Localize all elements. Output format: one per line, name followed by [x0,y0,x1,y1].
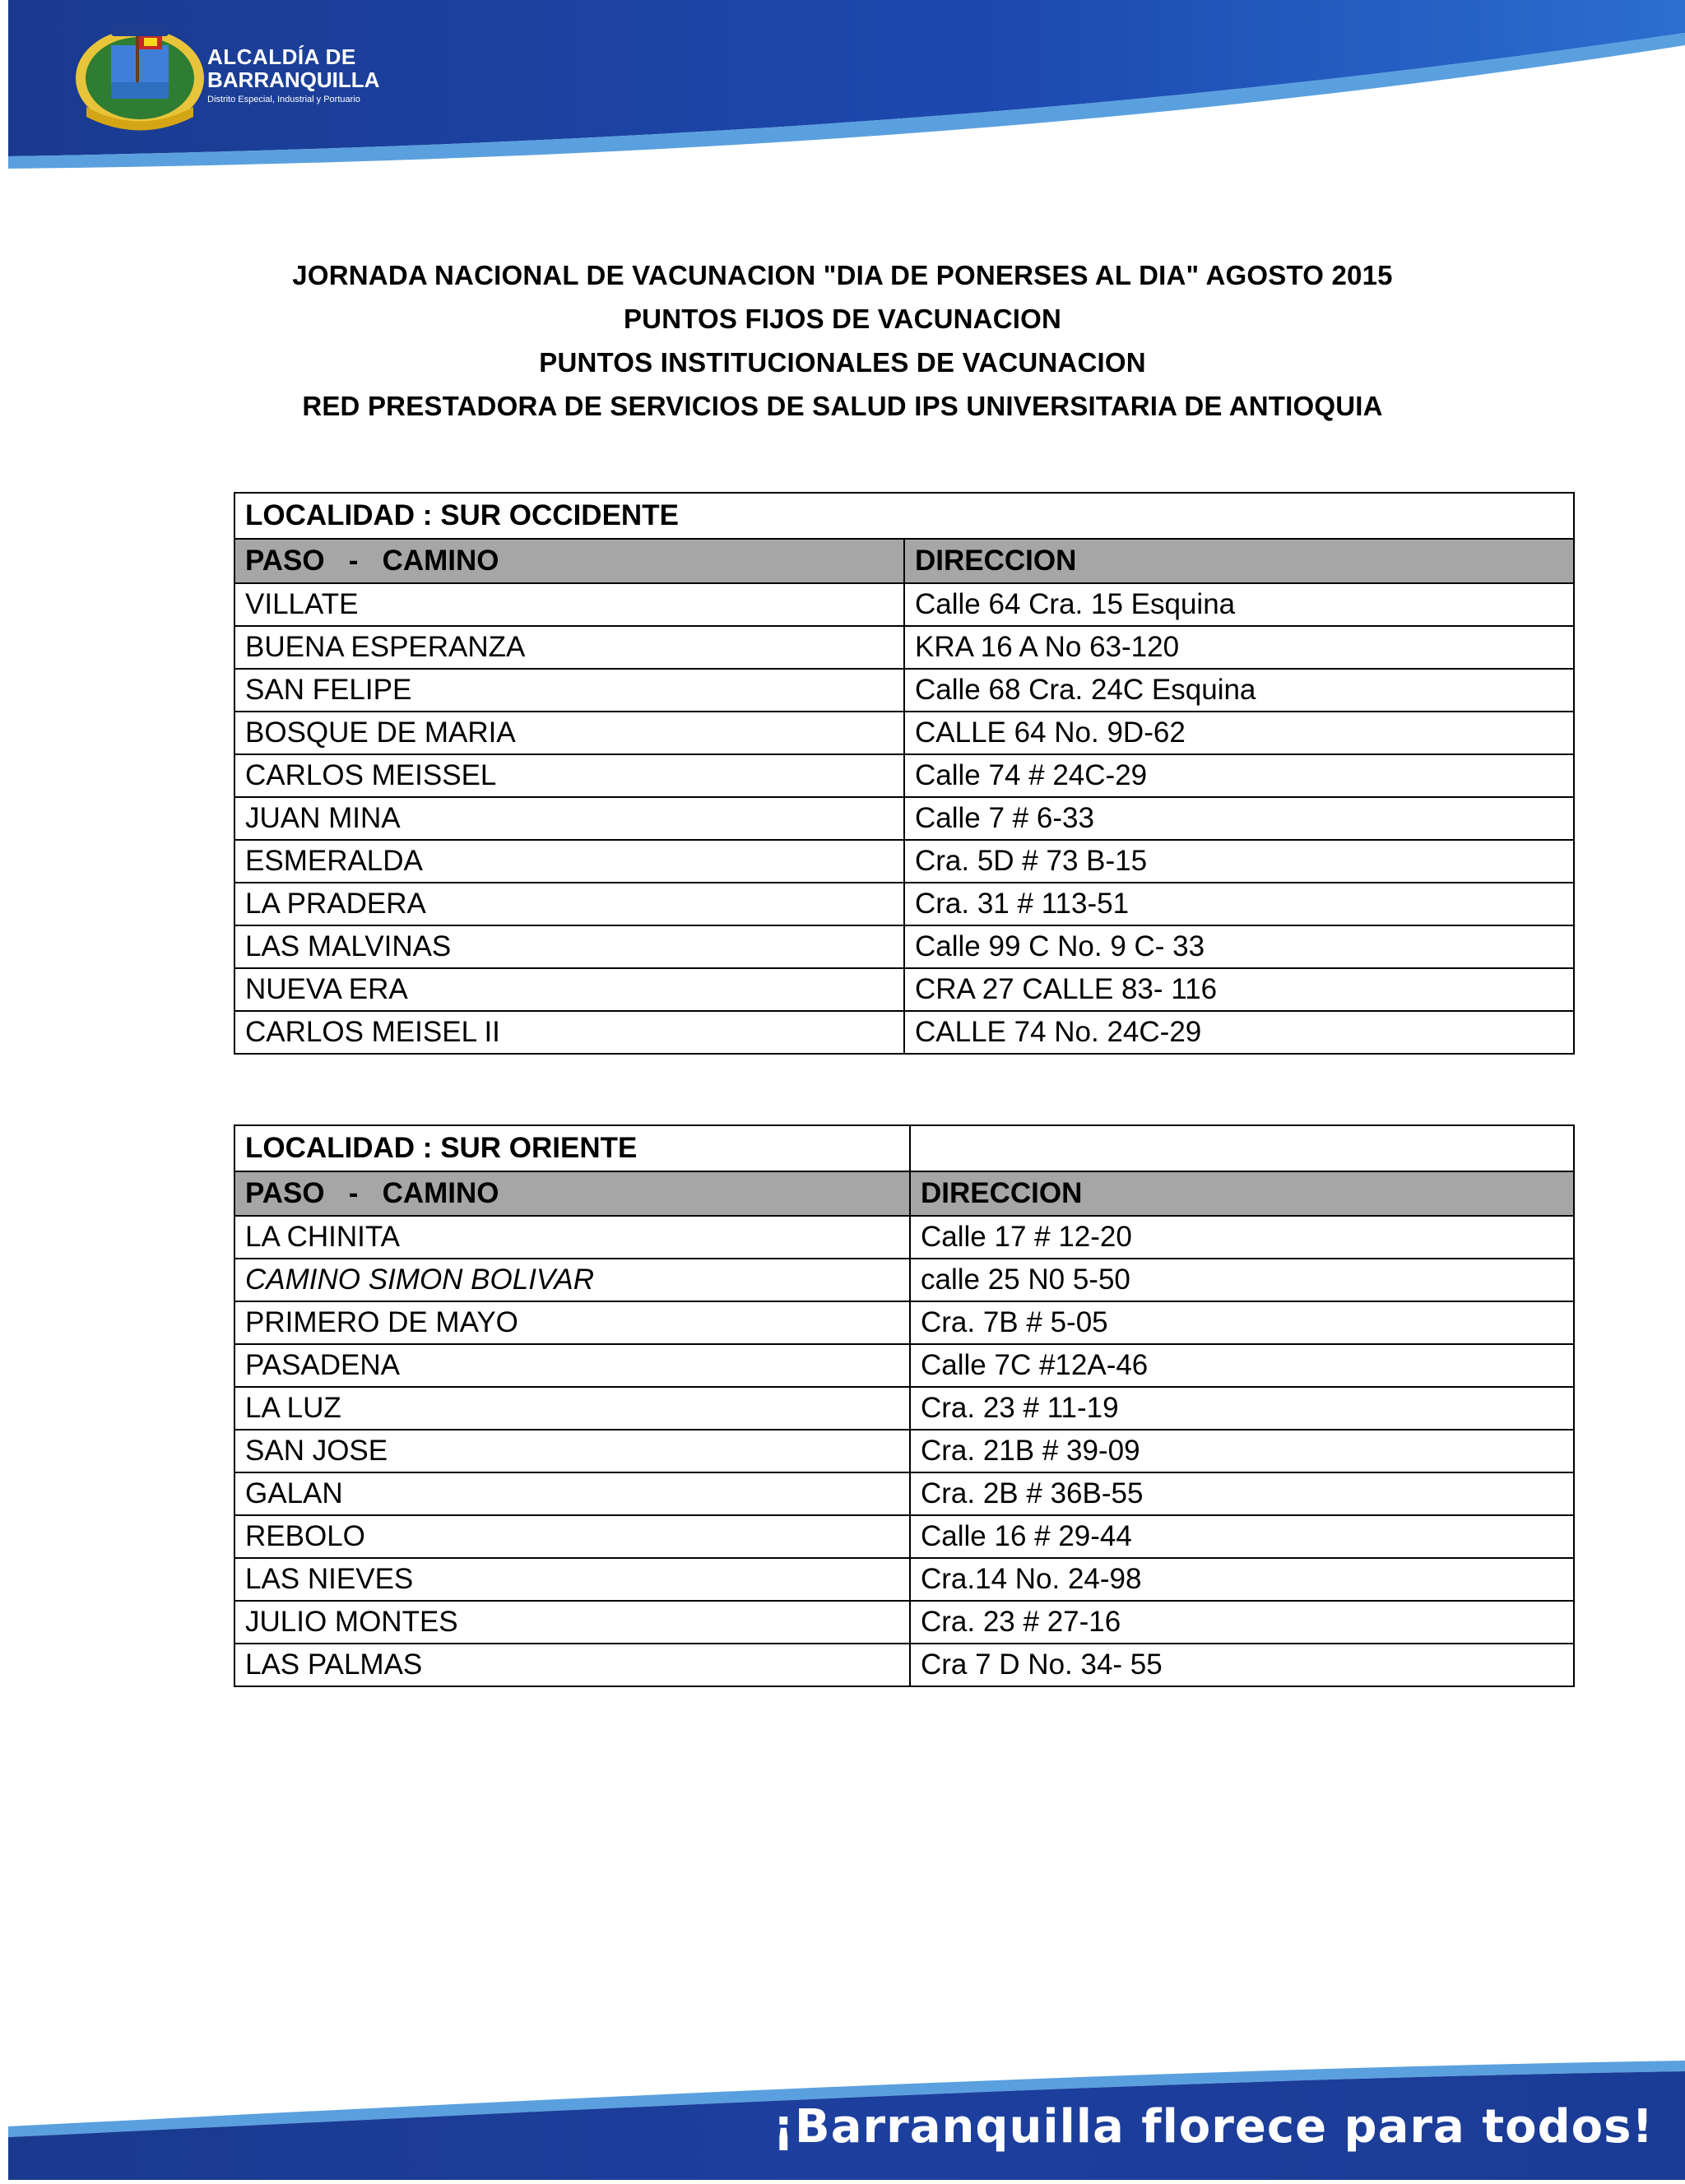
paso-camino-cell: REBOLO [234,1515,910,1558]
table-row [234,1601,1574,1644]
direccion-cell: Calle 17 # 12-20 [910,1216,1574,1259]
direccion-cell: CRA 27 CALLE 83- 116 [904,968,1574,1011]
direccion-cell: Cra. 31 # 113-51 [904,883,1574,925]
paso-camino-cell: LA LUZ [234,1387,910,1430]
table-row [234,669,1574,712]
table-row [234,1430,1574,1472]
table-header-row [234,539,1574,583]
column-header-paso-camino: PASO - CAMINO [234,1171,910,1216]
table-row [234,1515,1574,1558]
direccion-cell: CALLE 64 No. 9D-62 [904,712,1574,754]
paso-camino-cell: ESMERALDA [234,840,904,883]
table-locality-row [234,493,1574,539]
direccion-cell: Calle 16 # 29-44 [910,1515,1574,1558]
table-row [234,840,1574,883]
table-row [234,925,1574,968]
table-row [234,1472,1574,1515]
table-header-row [234,1171,1574,1216]
title-subtitle-3: RED PRESTADORA DE SERVICIOS DE SALUD IPS UNIVERSITARIA DE ANTIOQUIA [302,391,1383,421]
paso-camino-cell: NUEVA ERA [234,968,904,1011]
direccion-cell: Cra. 23 # 11-19 [910,1387,1574,1430]
column-header-direccion: DIRECCION [910,1171,1574,1216]
table-row [234,1259,1574,1301]
table-row [234,1644,1574,1686]
paso-camino-cell: PASADENA [234,1344,910,1387]
paso-camino-cell: JUAN MINA [234,797,904,840]
table-row [234,583,1574,626]
direccion-cell: Cra. 23 # 27-16 [910,1601,1574,1644]
paso-camino-cell: LAS PALMAS [234,1644,910,1686]
paso-camino-cell: BOSQUE DE MARIA [234,712,904,754]
direccion-cell: Cra. 5D # 73 B-15 [904,840,1574,883]
direccion-cell: Cra. 21B # 39-09 [910,1430,1574,1472]
title-main: JORNADA NACIONAL DE VACUNACION "DIA DE PONERSES AL DIA" AGOSTO 2015 [292,260,1393,290]
document-titles [0,253,1685,428]
column-header-paso-camino: PASO - CAMINO [234,539,904,583]
table-locality-row [234,1125,1574,1171]
table-row [234,626,1574,669]
direccion-cell: Calle 99 C No. 9 C- 33 [904,925,1574,968]
title-subtitle-1: PUNTOS FIJOS DE VACUNACION [623,304,1062,334]
table-row [234,1301,1574,1344]
direccion-cell: Calle 64 Cra. 15 Esquina [904,583,1574,626]
city-logo [70,16,210,132]
direccion-cell: Cra.14 No. 24-98 [910,1558,1574,1601]
paso-camino-cell: LAS MALVINAS [234,925,904,968]
locality-empty-cell [910,1125,1574,1171]
paso-camino-cell: CARLOS MEISEL II [234,1011,904,1054]
direccion-cell: KRA 16 A No 63-120 [904,626,1574,669]
table-row [234,712,1574,754]
paso-camino-cell: SAN FELIPE [234,669,904,712]
paso-camino-cell: CARLOS MEISSEL [234,754,904,797]
table-sur-occidente [234,492,1575,1055]
direccion-cell: Cra. 2B # 36B-55 [910,1472,1574,1515]
direccion-cell: Calle 7 # 6-33 [904,797,1574,840]
table-row [234,1344,1574,1387]
table-row [234,1216,1574,1259]
paso-camino-cell: BUENA ESPERANZA [234,626,904,669]
paso-camino-cell: LAS NIEVES [234,1558,910,1601]
table-row [234,754,1574,797]
direccion-cell: CALLE 74 No. 24C-29 [904,1011,1574,1054]
direccion-cell: Cra. 7B # 5-05 [910,1301,1574,1344]
paso-camino-cell: VILLATE [234,583,904,626]
table-sur-oriente [234,1124,1575,1687]
table-row [234,1011,1574,1054]
table-row [234,797,1574,840]
table-row [234,883,1574,925]
footer-slogan: ¡Barranquilla florece para todos! [773,2100,1654,2154]
direccion-cell: Calle 74 # 24C-29 [904,754,1574,797]
paso-camino-cell: SAN JOSE [234,1430,910,1472]
direccion-cell: Cra 7 D No. 34- 55 [910,1644,1574,1686]
org-tagline: Distrito Especial, Industrial y Portuario [207,95,360,104]
table-row [234,1387,1574,1430]
org-name-line1: ALCALDÍA DE [207,44,356,69]
paso-camino-cell: CAMINO SIMON BOLIVAR [234,1259,910,1301]
paso-camino-cell: LA PRADERA [234,883,904,925]
paso-camino-cell: PRIMERO DE MAYO [234,1301,910,1344]
direccion-cell: calle 25 N0 5-50 [910,1259,1574,1301]
direccion-cell: Calle 7C #12A-46 [910,1344,1574,1387]
paso-camino-cell: GALAN [234,1472,910,1515]
org-name [207,45,379,106]
direccion-cell: Calle 68 Cra. 24C Esquina [904,669,1574,712]
title-subtitle-2: PUNTOS INSTITUCIONALES DE VACUNACION [539,347,1146,378]
table-row [234,968,1574,1011]
table-row [234,1558,1574,1601]
paso-camino-cell: LA CHINITA [234,1216,910,1259]
org-name-line2: BARRANQUILLA [207,67,380,92]
locality-label: LOCALIDAD : SUR ORIENTE [234,1125,910,1171]
paso-camino-cell: JULIO MONTES [234,1601,910,1644]
locality-label: LOCALIDAD : SUR OCCIDENTE [234,493,1574,539]
column-header-direccion: DIRECCION [904,539,1574,583]
